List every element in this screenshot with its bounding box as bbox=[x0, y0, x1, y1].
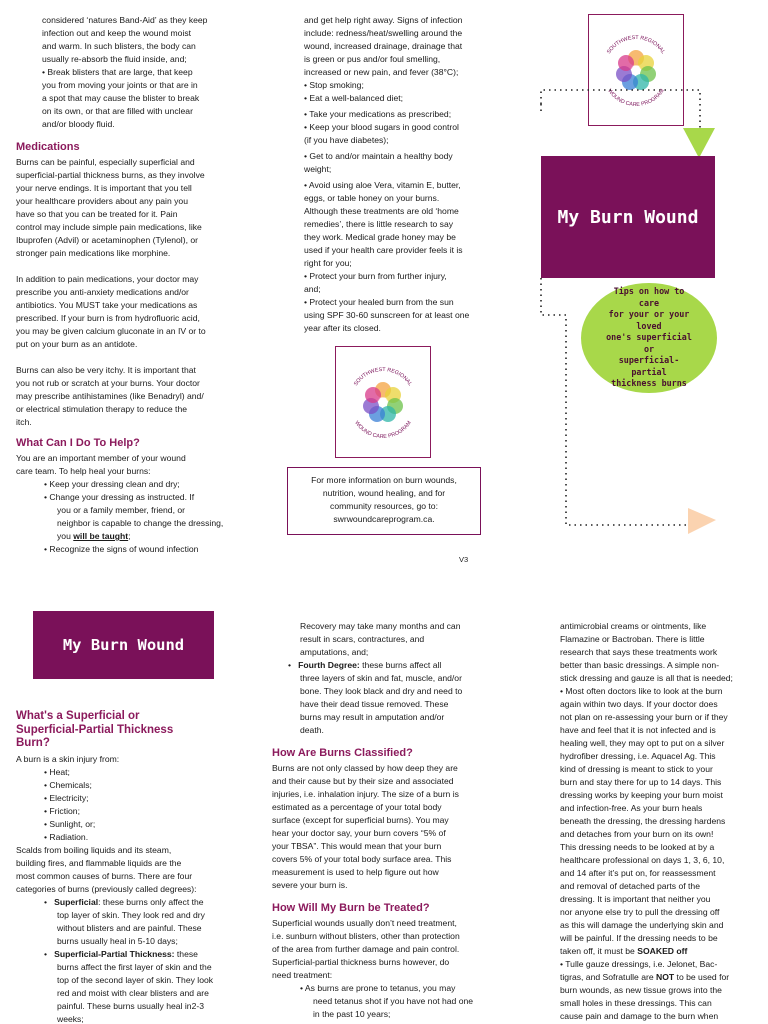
text-line: wound, increased drainage, drainage that bbox=[304, 41, 463, 51]
bottom-col-3 bbox=[560, 620, 766, 1023]
logo-arc-top-text: SOUTHWEST REGIONAL bbox=[606, 34, 666, 56]
text-line: weeks; bbox=[57, 1013, 84, 1024]
text-line: you not rub or scratch at your burns. Your doctor bbox=[16, 378, 200, 388]
text-line: have their dead tissue removed. These bbox=[300, 699, 449, 709]
logo-arc-bottom-text: WOUND CARE PROGRAM bbox=[353, 420, 413, 441]
list-item: • Protect your burn from further injury, bbox=[304, 271, 447, 281]
text-line: you or a family member, friend, or bbox=[57, 505, 185, 515]
text-line: dressing works by keeping your burn moist bbox=[560, 790, 723, 800]
treated-heading: How Will My Burn be Treated? bbox=[272, 902, 430, 914]
help-heading: What Can I Do To Help? bbox=[16, 437, 140, 449]
text-line: Scalds from boiling liquids and its steam, bbox=[16, 844, 172, 855]
text-line: usually re-absorb the fluid inside, and; bbox=[42, 54, 187, 64]
text-line: dressing. It is important that neither you bbox=[560, 894, 711, 904]
text-line: have so that you can be treated for it. Pain bbox=[16, 209, 178, 219]
text-line: and their cause but by their size and associated bbox=[272, 776, 454, 786]
list-item: • Avoid using aloe Vera, vitamin E, butter, bbox=[304, 180, 461, 190]
text-line: For more information on burn wounds, bbox=[311, 475, 457, 485]
emphasis-text: NOT bbox=[656, 972, 675, 982]
text-span: to be used for bbox=[674, 972, 730, 982]
text-line: burns affect the first layer of skin and the bbox=[57, 961, 212, 972]
list-item: • Radiation. bbox=[44, 831, 89, 842]
text-line: in the past 10 years; bbox=[313, 1009, 391, 1019]
text-line: beneath the dressing, the dressing hardens bbox=[560, 816, 726, 826]
bottom-col-2 bbox=[272, 620, 504, 1021]
text-line: Burns can also be very itchy. It is important that bbox=[16, 365, 196, 375]
text-line: or electrical stimulation therapy to reduce the bbox=[16, 404, 188, 414]
cover-title-banner bbox=[541, 156, 715, 278]
list-item: • Superficial: these burns only affect the bbox=[44, 896, 204, 907]
text-line: most common causes of burns. There are four bbox=[16, 870, 193, 881]
text-line: covers 5% of your total body surface area. This bbox=[272, 854, 452, 864]
text-line: superficial-partial thickness burns, as they involve bbox=[16, 170, 205, 180]
list-item: • Protect your healed burn from the sun bbox=[304, 297, 454, 307]
text-line: year after its closed. bbox=[304, 323, 381, 333]
text-line: estimated as a percentage of your total body bbox=[272, 802, 442, 812]
info-box bbox=[287, 467, 481, 535]
text-line: bone. They look black and dry and need to bbox=[300, 686, 463, 696]
text-line: thickness burns bbox=[611, 378, 687, 389]
emphasis-text: will be taught bbox=[73, 531, 129, 541]
text-line: Burns are not only classed by how deep they are bbox=[272, 763, 458, 773]
text-line: will be painful. If the dressing needs to be bbox=[560, 933, 718, 943]
text-line: nutrition, wound healing, and for bbox=[322, 488, 446, 498]
text-line: is green or pus and/or foul smelling, bbox=[304, 54, 441, 64]
text-line: In addition to pain medications, your doctor may bbox=[16, 274, 199, 284]
list-item: • Most often doctors like to look at the burn bbox=[560, 686, 723, 696]
text-line: considered ‘natures Band-Aid’ as they keep bbox=[42, 15, 208, 25]
text-line bbox=[560, 971, 766, 984]
cover-title: My Burn Wound bbox=[557, 206, 699, 228]
text-line: burn wounds, as new tissue grows into the bbox=[560, 985, 722, 995]
term-label: Superficial bbox=[54, 896, 99, 907]
text-line: eggs, or table honey on your burns. bbox=[304, 193, 440, 203]
soaked-line bbox=[560, 945, 766, 958]
burn-type-heading bbox=[16, 710, 256, 751]
text-line: infection out and keep the wound moist bbox=[42, 28, 192, 38]
text-line: and detaches from your burn on its own! bbox=[560, 829, 714, 839]
list-item: • Change your dressing as instructed. If bbox=[44, 492, 195, 502]
text-line: on its own, or that are filled with unclear bbox=[42, 106, 193, 116]
text-line: severe your burn is. bbox=[272, 880, 348, 890]
text-line: itch. bbox=[16, 417, 32, 427]
text-line: A burn is a skin injury from: bbox=[16, 753, 120, 764]
text-line: research that says these treatments work bbox=[560, 647, 718, 657]
text-line: Flamazine or Bactroban. There is little bbox=[560, 634, 705, 644]
text-line: and warm. In such blisters, the body can bbox=[42, 41, 196, 51]
text-line: surface (except for superficial burns). You may bbox=[272, 815, 449, 825]
text-line: for your or your loved bbox=[608, 309, 690, 331]
text-line: • Break blisters that are large, that keep bbox=[42, 67, 193, 77]
text-line: and infection-free. As your burn heals bbox=[560, 803, 703, 813]
term-label: Fourth Degree: bbox=[298, 660, 360, 670]
list-item: • Keep your dressing clean and dry; bbox=[44, 479, 180, 489]
program-logo-top bbox=[588, 14, 684, 126]
list-item: • Get to and/or maintain a healthy body bbox=[304, 151, 453, 161]
text-line: need treatment: bbox=[272, 970, 333, 980]
text-line: and/or bloody fluid. bbox=[42, 119, 115, 129]
list-item: • As burns are prone to tetanus, you may bbox=[300, 983, 456, 993]
list-item: • Tulle gauze dressings, i.e. Jelonet, Bac- bbox=[560, 959, 718, 969]
svg-text:WOUND CARE PROGRAM bbox=[353, 420, 413, 440]
text-line: your healthcare providers about any pain you bbox=[16, 196, 188, 206]
text-line: you may be given calcium gluconate in an IV or to bbox=[16, 326, 206, 336]
list-item: • Superficial-Partial Thickness: these bbox=[44, 948, 198, 959]
text-line: (if you have diabetes); bbox=[304, 135, 389, 145]
text-line: stronger pain medications like morphine. bbox=[16, 248, 171, 258]
list-item: • Chemicals; bbox=[44, 779, 92, 790]
list-item: • Stop smoking; bbox=[304, 80, 364, 90]
text-line: superficial-partial bbox=[618, 355, 680, 377]
text-line: measurement is used to help figure out how bbox=[272, 867, 439, 877]
text-line: three layers of skin and fat, muscle, and/or bbox=[300, 673, 462, 683]
text-line: You are an important member of your wound bbox=[16, 453, 186, 463]
program-logo bbox=[335, 346, 431, 458]
text-line: control may include simple pain medications, like bbox=[16, 222, 202, 232]
text-line: hear your doctor say, your burn covers “5% of bbox=[272, 828, 446, 838]
text-line: Superficial-partial thickness burns however, do bbox=[272, 957, 450, 967]
list-item: • Keep your blood sugars in good control bbox=[304, 122, 459, 132]
text-line: a spot that may cause the blister to break bbox=[42, 93, 200, 103]
text-line: hydrofiber dressing, i.e. Aquacel Ag. This bbox=[560, 751, 716, 761]
text-line: right for you; bbox=[304, 258, 352, 268]
heading-line: Superficial-Partial Thickness bbox=[16, 723, 174, 736]
intro-lines bbox=[16, 14, 252, 131]
text-line: categories of burns (previously called degrees): bbox=[16, 883, 197, 894]
text-line: and removal of detached parts of the bbox=[560, 881, 700, 891]
text-line: burn and stay there for up to 14 days. This bbox=[560, 777, 722, 787]
heading-line: What's a Superficial or bbox=[16, 710, 140, 722]
bottom-col-1 bbox=[16, 708, 256, 1024]
text-line: result in scars, contractures, and bbox=[300, 634, 425, 644]
taught-line bbox=[44, 530, 252, 543]
logo-arc-bottom-text: WOUND CARE PROGRAM bbox=[606, 88, 666, 109]
text-line: Ibuprofen (Advil) or acetaminophen (Tylenol), or bbox=[16, 235, 198, 245]
list-item: • Eat a well-balanced diet; bbox=[304, 93, 404, 103]
text-line: you from moving your joints or that are in bbox=[42, 80, 198, 90]
triangle-marker-icon bbox=[683, 128, 715, 158]
version-label: V3 bbox=[459, 555, 469, 564]
text-line: and; bbox=[304, 284, 321, 294]
text-line: top layer of skin. They look red and dry bbox=[57, 909, 205, 920]
list-item: • Fourth Degree: these burns affect all bbox=[288, 660, 442, 670]
section-title-banner bbox=[33, 611, 214, 679]
text-line: better than basic dressings. A simple non- bbox=[560, 660, 720, 670]
text-line: of the area from further damage and pain control. bbox=[272, 944, 460, 954]
list-item: • Recognize the signs of wound infection bbox=[44, 544, 199, 554]
tips-circle bbox=[581, 283, 717, 393]
text-line: using SPF 30-60 sunscreen for at least one bbox=[304, 310, 470, 320]
text-span: tigras, and Sofratulle are bbox=[560, 972, 657, 982]
text-line: Recovery may take many months and can bbox=[300, 621, 461, 631]
list-item: • Electricity; bbox=[44, 792, 89, 803]
term-label: Superficial-Partial Thickness: bbox=[54, 948, 175, 959]
text-span: these bbox=[174, 948, 198, 959]
text-line: Burns can be painful, especially superficial and bbox=[16, 157, 195, 167]
text-line: may prescribe antihistamines (like Benadryl) and/ bbox=[16, 391, 204, 401]
text-line: red and moist with clear blisters and are bbox=[57, 987, 209, 998]
heading-line: Burn? bbox=[16, 737, 50, 749]
text-span: taken off, it must be bbox=[560, 946, 638, 956]
text-line: prescribe you anti-anxiety medications and/or bbox=[16, 287, 189, 297]
text-line: they work. Medical grade honey may be bbox=[304, 232, 456, 242]
text-line: include: redness/heat/swelling around the bbox=[304, 28, 463, 38]
text-line: without blisters and are painful. These bbox=[57, 922, 202, 933]
text-line: care team. To help heal your burns: bbox=[16, 466, 151, 476]
text-line: amputations, and; bbox=[300, 647, 369, 657]
text-line: and get help right away. Signs of infection bbox=[304, 15, 463, 25]
section-title: My Burn Wound bbox=[62, 636, 185, 654]
wound-care-logo-graphic bbox=[338, 349, 428, 455]
text-line: injuries, i.e. inhalation injury. The size of a burn is bbox=[272, 789, 459, 799]
emphasis-text: SOAKED off bbox=[637, 946, 688, 956]
classified-heading: How Are Burns Classified? bbox=[272, 747, 413, 759]
list-item: • Friction; bbox=[44, 805, 80, 816]
text-line: burns usually heal in 5-10 days; bbox=[57, 935, 178, 946]
text-line: Tips on how to care bbox=[613, 286, 685, 308]
text-line: Superficial wounds usually don’t need treatment, bbox=[272, 918, 457, 928]
text-line: remedies’, there is little research to say bbox=[304, 219, 454, 229]
text-line: antibiotics. You MUST take your medications as bbox=[16, 300, 198, 310]
text-line: antimicrobial creams or ointments, like bbox=[560, 621, 707, 631]
text-span: : these burns only affect the bbox=[98, 896, 204, 907]
text-line: have and feel that it is not infected and is bbox=[560, 725, 716, 735]
svg-text:WOUND CARE PROGRAM bbox=[606, 88, 666, 108]
text-line: prescribed. If your burn is from hydrofluoric acid, bbox=[16, 313, 200, 323]
text-line: one's superficial or bbox=[606, 332, 692, 354]
text-line: and 14 after it’s put on, for reassessment bbox=[560, 868, 716, 878]
text-line: need tetanus shot if you have not had one bbox=[313, 996, 474, 1006]
wound-care-logo-graphic bbox=[591, 17, 681, 123]
text-span: these burns affect all bbox=[359, 660, 442, 670]
text-line: i.e. sunburn without blisters, other than protection bbox=[272, 931, 460, 941]
text-line: community resources, go to: bbox=[330, 501, 438, 511]
text-line: as this will damage the underlying skin and bbox=[560, 920, 724, 930]
text-line: Although these treatments are old ‘home bbox=[304, 206, 459, 216]
top-col-2 bbox=[304, 14, 504, 335]
text-line: painful. These burns usually heal in2-3 bbox=[57, 1000, 204, 1011]
text-line: small holes in these dressings. This can bbox=[560, 998, 712, 1008]
text-line: This dressing needs to be looked at by a bbox=[560, 842, 715, 852]
logo-arc-top-text: SOUTHWEST REGIONAL bbox=[353, 366, 413, 388]
text-line: increased or new pain, and fever (38°C); bbox=[304, 67, 459, 77]
list-item: • Take your medications as prescribed; bbox=[304, 109, 452, 119]
text-line: kind of dressing is meant to stick to your bbox=[560, 764, 713, 774]
text-line: nor anyone else try to pull the dressing off bbox=[560, 907, 720, 917]
text-line: weight; bbox=[304, 164, 332, 174]
text-line: used if your health care provider feels it is bbox=[304, 245, 463, 255]
website-link[interactable]: swrwoundcareprogram.ca. bbox=[333, 514, 435, 524]
arrow-marker-icon bbox=[688, 508, 716, 534]
list-item: • Sunlight, or; bbox=[44, 818, 96, 829]
text-line: cause pain and damage to the burn when bbox=[560, 1011, 719, 1021]
text-line: again within two days. If your doctor does bbox=[560, 699, 718, 709]
text-line: your TBSA”. This would mean that your burn bbox=[272, 841, 442, 851]
text-span: you bbox=[57, 531, 74, 541]
text-line: your nerve endings. It is important that you tell bbox=[16, 183, 192, 193]
medications-heading: Medications bbox=[16, 141, 80, 153]
top-col-1 bbox=[16, 14, 252, 556]
text-line: death. bbox=[300, 725, 324, 735]
text-line: healing well, they may opt to put on a silver bbox=[560, 738, 725, 748]
text-line: building fires, and flammable liquids are the bbox=[16, 857, 182, 868]
text-line: not plan on re-assessing your burn or if they bbox=[560, 712, 728, 722]
list-item: • Heat; bbox=[44, 766, 70, 777]
text-line: neighbor is capable to change the dressing, bbox=[57, 518, 224, 528]
text-line: healthcare professional on days 1, 3, 6, 10, bbox=[560, 855, 725, 865]
text-span: ; bbox=[128, 531, 131, 541]
text-line: burns may result in amputation and/or bbox=[300, 712, 445, 722]
text-line: top of the second layer of skin. They look bbox=[57, 974, 214, 985]
text-line: stick dressing and gauze is all that is needed; bbox=[560, 673, 733, 683]
text-line: put on your burn as an antidote. bbox=[16, 339, 138, 349]
